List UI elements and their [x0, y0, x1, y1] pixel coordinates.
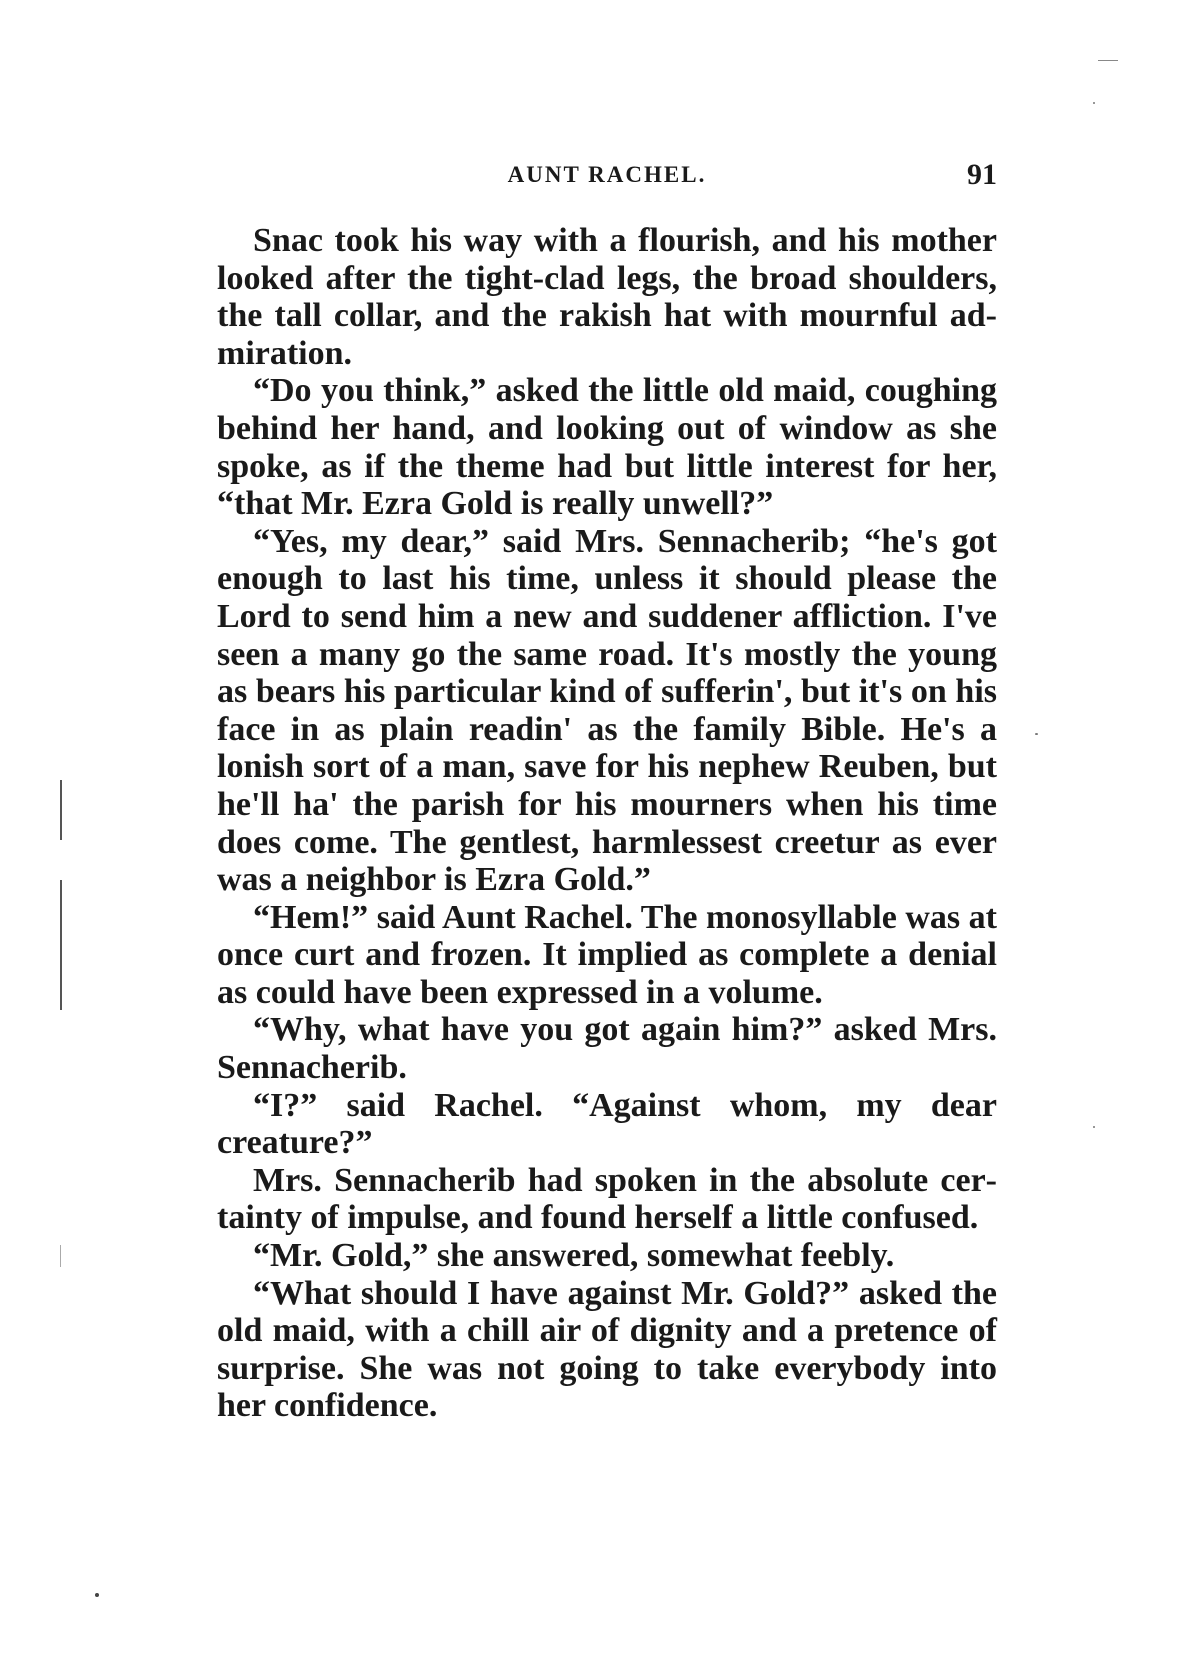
scan-speck — [1093, 1126, 1095, 1128]
paragraph: Snac took his way with a flourish, and his mother looked after the tight-clad legs, the broad shoulders, the tall collar, and the rakish hat with mournful admiration. — [217, 222, 997, 372]
paragraph: “I?” said Rachel. “Against whom, my dear creature?” — [217, 1086, 997, 1162]
scan-speck — [1035, 733, 1038, 735]
scan-speck — [95, 1593, 99, 1597]
paragraph: “Do you think,” asked the little old maid, coughing behind her hand, and looking out of window as she spoke, as if the theme had but little interest for her, “that Mr. Ezra Gold is really unwell?” — [217, 372, 997, 523]
paragraph: “Mr. Gold,” she answered, somewhat feebly. — [253, 1237, 895, 1275]
paragraph: “Why, what have you got again him?” asked Mrs. Sennacherib. — [217, 1011, 997, 1087]
margin-mark — [60, 880, 62, 1010]
body-text — [217, 222, 997, 1425]
paragraph: “What should I have against Mr. Gold?” asked the old maid, with a chill air of dignity and a pretence of surprise. She was not going to take everybody into her confidence. — [217, 1274, 997, 1425]
page-number: 91 — [967, 158, 997, 191]
scan-mark — [1098, 60, 1118, 61]
paragraph: “Hem!” said Aunt Rachel. The monosyllable was at once curt and frozen. It implied as complete a denial as could have been expressed in a volume. — [217, 898, 997, 1011]
scan-speck — [1093, 102, 1095, 104]
running-head: AUNT RACHEL. — [507, 162, 707, 187]
margin-mark — [60, 780, 62, 840]
paragraph: Mrs. Sennacherib had spoken in the absolute certainty of impulse, and found herself a little confused. — [217, 1161, 997, 1237]
paragraph: “Yes, my dear,” said Mrs. Sennacherib; “he's got enough to last his time, unless it should please the Lord to send him a new and suddener affliction. I've seen a many go the same road. It's mostly the young as bears his particular kind of sufferin', but it's on his face in as plain readin' as the family Bible. He's a lonish sort of a man, save for his nephew Reuben, but he'll ha' the parish for his mourners when his time does come. The gentlest, harmlessest creetur as ever was a neighbor is Ezra Gold.” — [217, 522, 997, 899]
margin-mark — [60, 1245, 61, 1267]
page-header — [217, 158, 997, 202]
